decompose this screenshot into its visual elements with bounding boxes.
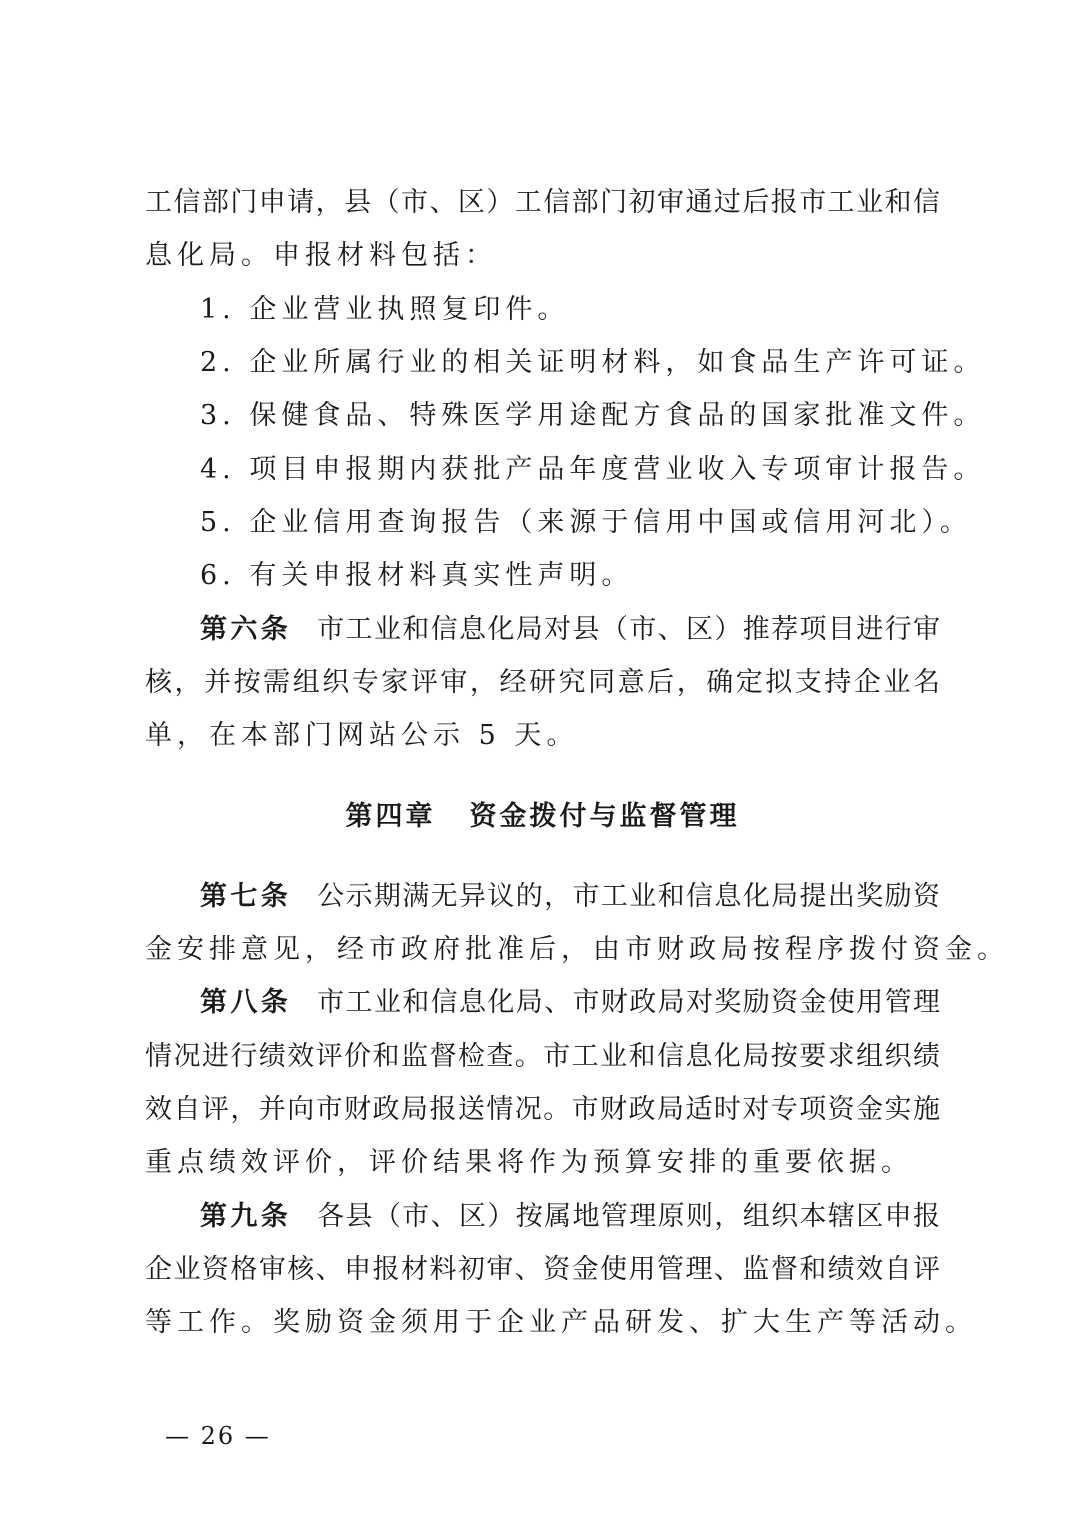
article-7-text: 公示期满无异议的，市工业和信息化局提出奖励资 (317, 881, 940, 912)
paragraph-line: 工信部门申请，县（市、区）工信部门初审通过后报市工业和信 (145, 187, 940, 218)
paragraph-line: 重点绩效评价，评价结果将作为预算安排的重要依据。 (145, 1147, 913, 1178)
paragraph-line: 单，在本部门网站公示 5 天。 (145, 720, 579, 751)
article-6-text: 市工业和信息化局对县（市、区）推荐项目进行审 (317, 614, 940, 645)
list-item: 3. 保健食品、特殊医学用途配方食品的国家批准文件。 (200, 400, 986, 431)
article-6-first-line (200, 610, 940, 650)
paragraph-line: 效自评，并向市财政局报送情况。市财政局适时对专项资金实施 (145, 1094, 940, 1125)
list-item: 1. 企业营业执照复印件。 (200, 294, 570, 325)
paragraph-line: 息化局。申报材料包括： (145, 240, 497, 271)
article-8-first-line (200, 983, 940, 1023)
article-6-title: 第六条 (200, 614, 292, 645)
list-item: 6. 有关申报材料真实性声明。 (200, 560, 634, 591)
chapter-heading (145, 797, 940, 837)
paragraph-line: 核，并按需组织专家评审，经研究同意后，确定拟支持企业名 (145, 667, 940, 698)
chapter-title: 资金拨付与监督管理 (469, 801, 740, 832)
article-9-title: 第九条 (200, 1201, 292, 1232)
paragraph-line: 情况进行绩效评价和监督检查。市工业和信息化局按要求组织绩 (145, 1041, 940, 1072)
article-8-title: 第八条 (200, 987, 292, 1018)
page-number: — 26 — (165, 1422, 271, 1450)
paragraph-line: 金安排意见，经市政府批准后，由市财政局按程序拨付资金。 (145, 934, 1009, 965)
chapter-number: 第四章 (345, 801, 436, 832)
paragraph-line: 等工作。奖励资金须用于企业产品研发、扩大生产等活动。 (145, 1307, 977, 1338)
list-item: 5. 企业信用查询报告（来源于信用中国或信用河北）。 (200, 507, 972, 538)
article-7-first-line (200, 877, 940, 917)
article-8-text: 市工业和信息化局、市财政局对奖励资金使用管理 (317, 987, 940, 1018)
article-7-title: 第七条 (200, 881, 292, 912)
list-item: 4. 项目申报期内获批产品年度营业收入专项审计报告。 (200, 454, 986, 485)
paragraph-line: 企业资格审核、申报材料初审、资金使用管理、监督和绩效自评 (145, 1254, 940, 1285)
list-item: 2. 企业所属行业的相关证明材料，如食品生产许可证。 (200, 347, 986, 378)
article-9-first-line (200, 1197, 940, 1237)
article-9-text: 各县（市、区）按属地管理原则，组织本辖区申报 (317, 1201, 940, 1232)
